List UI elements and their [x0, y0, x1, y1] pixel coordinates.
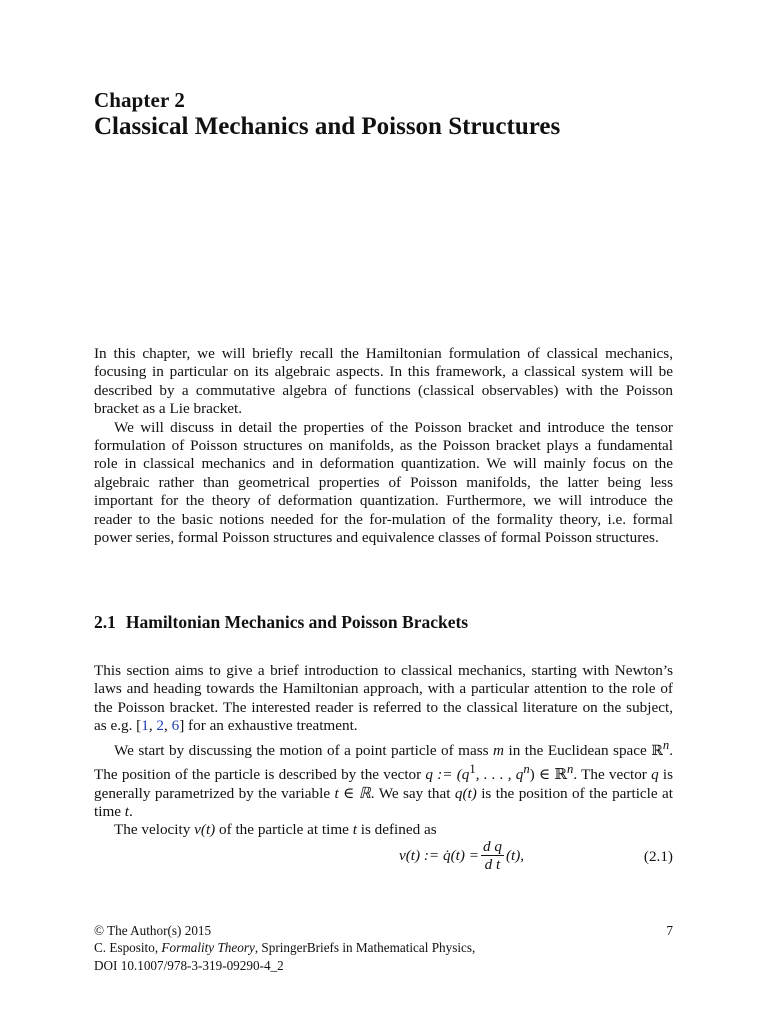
p2-text-h: . [129, 802, 133, 820]
equation-rhs: (t), [505, 846, 525, 864]
intro-paragraph-2-a: We will discuss in detail the properties of the Poisson bracket and introduce the tensor formulation of Poisson structures on manifolds, as the Poisson bracket plays a fundamental role in classical mechanics and in deformation quantization. We will mainly focus on the algebraic rather than geometrical properties of Poisson manifolds, the latter being less important for the theory of deformation quantization. Furthermore, we will introduce the reader to the basic notions needed for the for [94, 418, 673, 528]
chapter-label: Chapter 2 [94, 88, 185, 112]
page-footer [94, 922, 673, 974]
section-title: Hamiltonian Mechanics and Poisson Brackets [125, 612, 469, 632]
doi-line: DOI 10.1007/978-3-319-09290-4_2 [94, 957, 284, 973]
footer-series: , SpringerBriefs in Mathematical Physics, [254, 940, 476, 956]
equation-body [399, 838, 524, 873]
real-space-symbol: ℝ [651, 742, 663, 759]
p2-text-e: is generally parametrized by the variable [94, 766, 673, 802]
section-heading [94, 612, 468, 633]
vector-q: q [651, 766, 659, 784]
footer-author: C. Esposito, [94, 940, 162, 956]
citation-link-2[interactable]: 2 [156, 717, 165, 735]
velocity-function: v(t) [194, 821, 216, 839]
section-p1-text: This section aims to give a brief introduction to classical mechanics, starting with Newton’s laws and heading towards the Hamiltonian approach, with a particular attention to the role of the Poisson bracket. The interested reader is referred to the classical literature on the subject, as e.g. [ [94, 662, 673, 735]
dimension-exponent-2: n [567, 762, 574, 777]
p3-text-a: The velocity [114, 821, 195, 839]
time-t: t [124, 802, 130, 820]
p2-text-d: . The vector [573, 766, 652, 784]
equation-lhs: v(t) := q̇(t) = [399, 846, 479, 864]
equation-number: (2.1) [643, 848, 673, 865]
intro-paragraph-2: We will discuss in detail the properties of the Poisson bracket and introduce the tensor formulation of Poisson structures on manifolds, as the Poisson bracket plays a fundamental role in classical mechanics and in deformation quantization. We will mainly focus on the algebraic rather than geometrical properties of Poisson manifolds, the latter being less important for the theory of deformation quantization. Furthermore, we will introduce the reader to the basic notions needed for the for-mulation of the formality theory, i.e. formal power series, formal Poisson structures and equivalence classes of formal Poisson structures. [94, 418, 673, 547]
time-variable: t ∈ ℝ [334, 784, 371, 802]
section-paragraph-1: This section aims to give a brief introduction to classical mechanics, starting with Newton’s laws and heading towards the Hamiltonian approach, with a particular attention to the role of the Poisson bracket. The interested reader is referred to the classical literature on the subject, as e.g. [1, 2, 6] for an exhaustive treatment. [94, 662, 673, 735]
section-p1-tail: ] for an exhaustive treatment. [179, 717, 358, 735]
section-number: 2.1 [94, 612, 116, 632]
p3-text-b: of the particle at time [215, 821, 353, 839]
fraction-numerator: d q [482, 838, 502, 855]
intro-paragraph-2-b: mulation of the formality theory, i.e. formal power series, formal Poisson structures and equivalence classes of formal Poisson structures. [94, 510, 673, 547]
p2-text-f: . We say that [370, 784, 455, 802]
derivative-fraction [481, 838, 504, 873]
p2-text-g: is the position of the particle at time [94, 784, 673, 820]
intro-paragraph-1: In this chapter, we will briefly recall the Hamiltonian formulation of classical mechanics, focusing in particular on its algebraic aspects. In this framework, a classical system will be described by a commutative algebra of functions (classical observables) with the Poisson bracket as a Lie bracket. [94, 345, 673, 418]
vector-dots: , . . . , q [475, 766, 524, 784]
dimension-exponent: n [662, 737, 670, 752]
page-number: 7 [666, 923, 673, 938]
equation-2-1 [94, 834, 673, 878]
citation-link-1[interactable]: 1 [141, 717, 149, 735]
vector-definition: q := (q [425, 766, 470, 784]
vector-space-membership: ) ∈ ℝ [529, 766, 568, 784]
section-paragraph-2 [94, 736, 673, 822]
fraction-denominator: d t [484, 856, 501, 873]
p3-text-c: is defined as [356, 821, 437, 839]
intro-text [94, 345, 673, 547]
p2-text-b: in the Euclidean space [504, 741, 652, 759]
superscript-1: 1 [469, 762, 476, 777]
section-text [94, 662, 673, 840]
superscript-n: n [523, 762, 530, 777]
p2-text-c: . The position of the particle is described by the vector [94, 741, 673, 784]
citation-line [94, 939, 673, 956]
time-t-2: t [352, 821, 357, 839]
mass-symbol: m [493, 741, 505, 759]
footer-book-title: Formality Theory [161, 940, 255, 956]
position-function: q(t) [454, 784, 477, 802]
citation-link-6[interactable]: 6 [171, 717, 180, 735]
chapter-title: Classical Mechanics and Poisson Structures [94, 113, 561, 140]
p2-text-a: We start by discussing the motion of a point particle of mass [114, 741, 494, 759]
copyright-line: © The Author(s) 2015 [94, 923, 212, 938]
